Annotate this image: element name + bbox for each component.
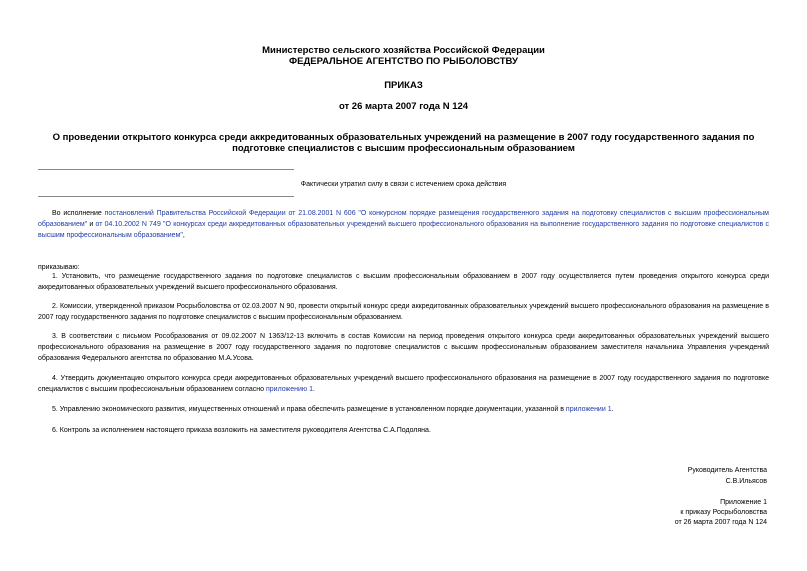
link-resolution-749[interactable]: от 04.10.2002 N 749 "О конкурсах среди аккредитованных образовательных учреждений высшего профессионального образования на выполнение государственного задания по подготовке специалистов с высшим профессиональным образованием" xyxy=(38,221,769,239)
signature-position: Руководитель Агентства xyxy=(687,467,767,474)
item-4-text: 4. Утвердить документацию открытого конкурса среди аккредитованных образовательных учреждений высшего профессионального образования на размещение в 2007 году государственного задания по подготовке специалистов с высшим профессиональным образованием согласно xyxy=(38,375,769,393)
order-word: приказываю: xyxy=(38,264,80,271)
item-3: 3. В соответствии с письмом Рособразования от 09.02.2007 N 1363/12-13 включить в состав Комиссии на период проведения открытого конкурса среди аккредитованных образовательных учреждений высшего профессионального образования на размещение в 2007 году государственного задания по подготовке специалистов с высшим профессиональным образованием заместителя начальника Управления учреждений образования Федерального агентства по образованию М.А.Усова. xyxy=(38,333,769,362)
ministry-name: Министерство сельского хозяйства Российской Федерации xyxy=(262,45,545,56)
item-2: 2. Комиссии, утвержденной приказом Росрыболовства от 02.03.2007 N 90, провести открытый конкурс среди аккредитованных образовательных учреждений высшего профессионального образования на размещение в 2007 году государственного задания по подготовке специалистов с высшим профессиональным образованием. xyxy=(38,303,769,321)
appendix-date: от 26 марта 2007 года N 124 xyxy=(674,519,767,526)
item-6: 6. Контроль за исполнением настоящего приказа возложить на заместителя руководителя Агентства С.А.Подоляна. xyxy=(52,427,431,434)
item-1: 1. Установить, что размещение государственного задания по подготовке специалистов с высшим профессиональным образованием в 2007 году осуществляется путем проведения открытого конкурса среди аккредитованных образовательных учреждений высшего профессионального образования. xyxy=(38,273,769,291)
divider-bottom xyxy=(38,196,294,197)
link-appendix-1-a[interactable]: приложению 1 xyxy=(265,386,313,393)
doc-date-number: от 26 марта 2007 года N 124 xyxy=(338,101,469,112)
link-appendix-1-b[interactable]: приложении 1 xyxy=(565,406,612,413)
preamble-prefix: Во исполнение xyxy=(52,210,105,217)
preamble-suffix: , xyxy=(182,232,185,239)
item-5 xyxy=(38,404,769,415)
agency-name: ФЕДЕРАЛЬНОЕ АГЕНТСТВО ПО РЫБОЛОВСТВУ xyxy=(289,56,518,67)
divider-top xyxy=(38,169,294,170)
item-5-end: . xyxy=(611,406,614,413)
appendix-reference: к приказу Росрыболовства xyxy=(680,509,767,516)
doc-title: О проведении открытого конкурса среди аккредитованных образовательных учреждений на размещение в 2007 году государственного задания по подготовке специалистов с высшим профессиональным образованием xyxy=(52,132,755,154)
preamble-middle: и xyxy=(87,221,96,228)
preamble xyxy=(38,208,769,241)
signature-name: С.В.Ильясов xyxy=(725,478,767,485)
link-government-resolutions[interactable]: постановлений Правительства Российской Федерации от 21.08.2001 N 606 "О конкурсном порядке размещения государственного задания на подготовку специалистов с высшим профессиональным образованием" xyxy=(38,210,769,228)
item-4 xyxy=(38,373,769,395)
status-note: Фактически утратил силу в связи с истечением срока действия xyxy=(300,181,507,188)
item-4-end: . xyxy=(313,386,315,393)
doc-type: ПРИКАЗ xyxy=(384,80,423,91)
appendix-label: Приложение 1 xyxy=(720,499,767,506)
item-5-text: 5. Управлению экономического развития, имущественных отношений и права обеспечить размещение в установленном порядке документации, указанной в xyxy=(52,406,566,413)
